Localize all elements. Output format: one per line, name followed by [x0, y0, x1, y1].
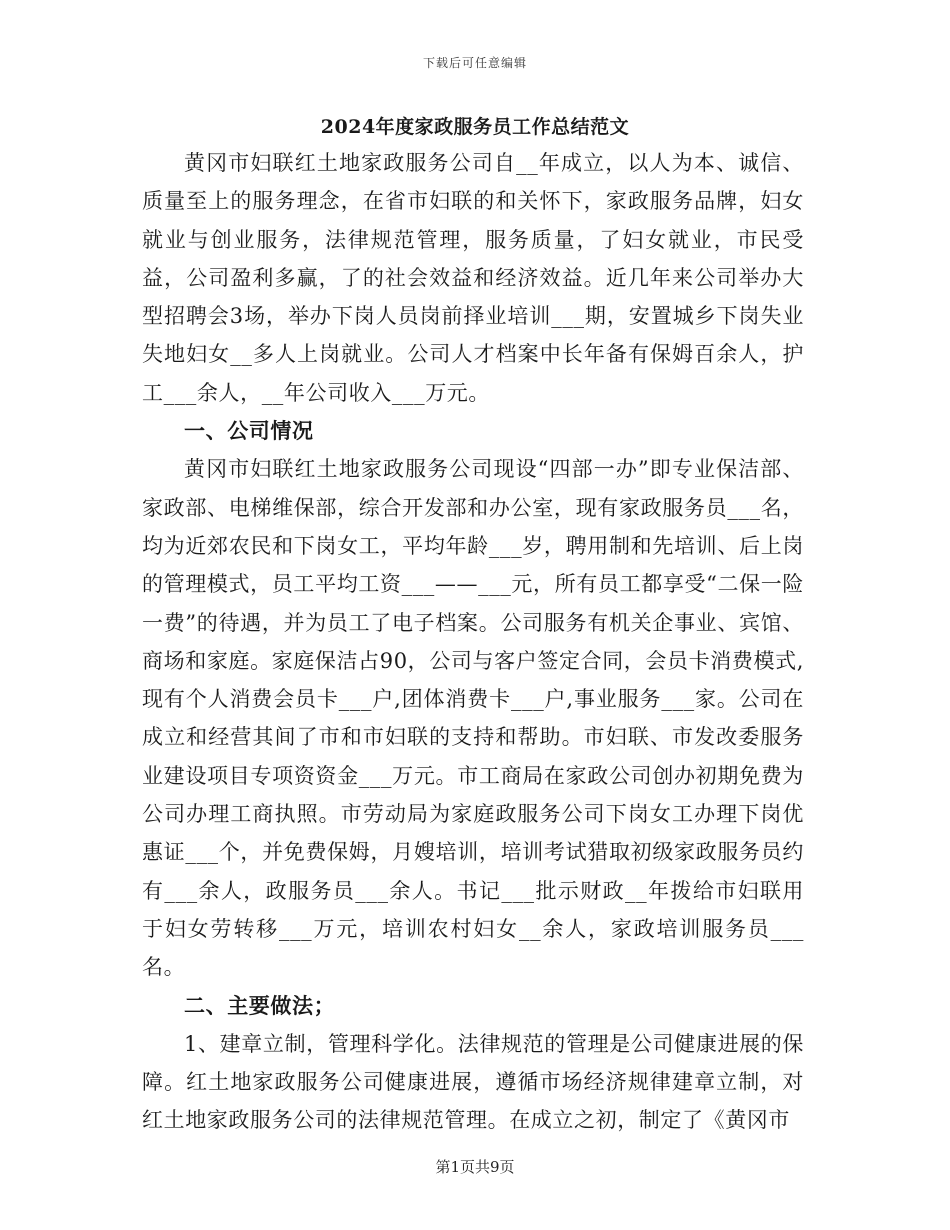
section-heading-main-practices: 二、主要做法；	[184, 992, 336, 1018]
document-body	[142, 144, 804, 1140]
page-number: 第1页共9页	[435, 1158, 515, 1176]
section-heading-company-overview: 一、公司情况	[184, 418, 314, 444]
intro-paragraph: 黄冈市妇联红土地家政服务公司自__年成立，以人为本、诚信、质量至上的服务理念，在省市妇联的和关怀下，家政服务品牌，妇女就业与创业服务，法律规范管理，服务质量，了妇女就业，市民受益，公司盈利多赢，了的社会效益和经济效益。近几年来公司举办大型招聘会3场，举办下岗人员岗前择业培训___期，安置城乡下岗失业失地妇女__多人上岗就业。公司人才档案中长年备有保姆百余人，护工___余人，__年公司收入___万元。	[142, 151, 804, 405]
page-header: 下载后可任意编辑	[422, 56, 527, 70]
document-title: 2024年度家政服务员工作总结范文	[320, 116, 630, 138]
company-overview-paragraph: 黄冈市妇联红土地家政服务公司现设“四部一办”即专业保洁部、家政部、电梯维保部，综合开发部和办公室，现有家政服务员___名，均为近郊农民和下岗女工，平均年龄___岁，聘用制和先培训、后上岗的管理模式，员工平均工资___——___元，所有员工都享受“二保一险一费”的待遇，并为员工了电子档案。公司服务有机关企事业、宾馆、商场和家庭。家庭保洁占90，公司与客户签定合同，会员卡消费模式,现有个人消费会员卡___户,团体消费卡___户,事业服务___家。公司在成立和经营其间了市和市妇联的支持和帮助。市妇联、市发改委服务业建设项目专项资资金___万元。市工商局在家政公司创办初期免费为公司办理工商执照。市劳动局为家庭政服务公司下岗女工办理下岗优惠证___个，并免费保姆，月嫂培训，培训考试猎取初级家政服务员约有___余人，政服务员___余人。书记___批示财政__年拨给市妇联用于妇女劳转移___万元，培训农村妇女__余人，家政培训服务员___名。	[142, 457, 804, 980]
main-practices-paragraph: 1、建章立制，管理科学化。法律规范的管理是公司健康进展的保障。红土地家政服务公司健康进展，遵循市场经济规律建章立制，对红土地家政服务公司的法律规范管理。在成立之初，制定了《黄冈市	[142, 1031, 804, 1133]
